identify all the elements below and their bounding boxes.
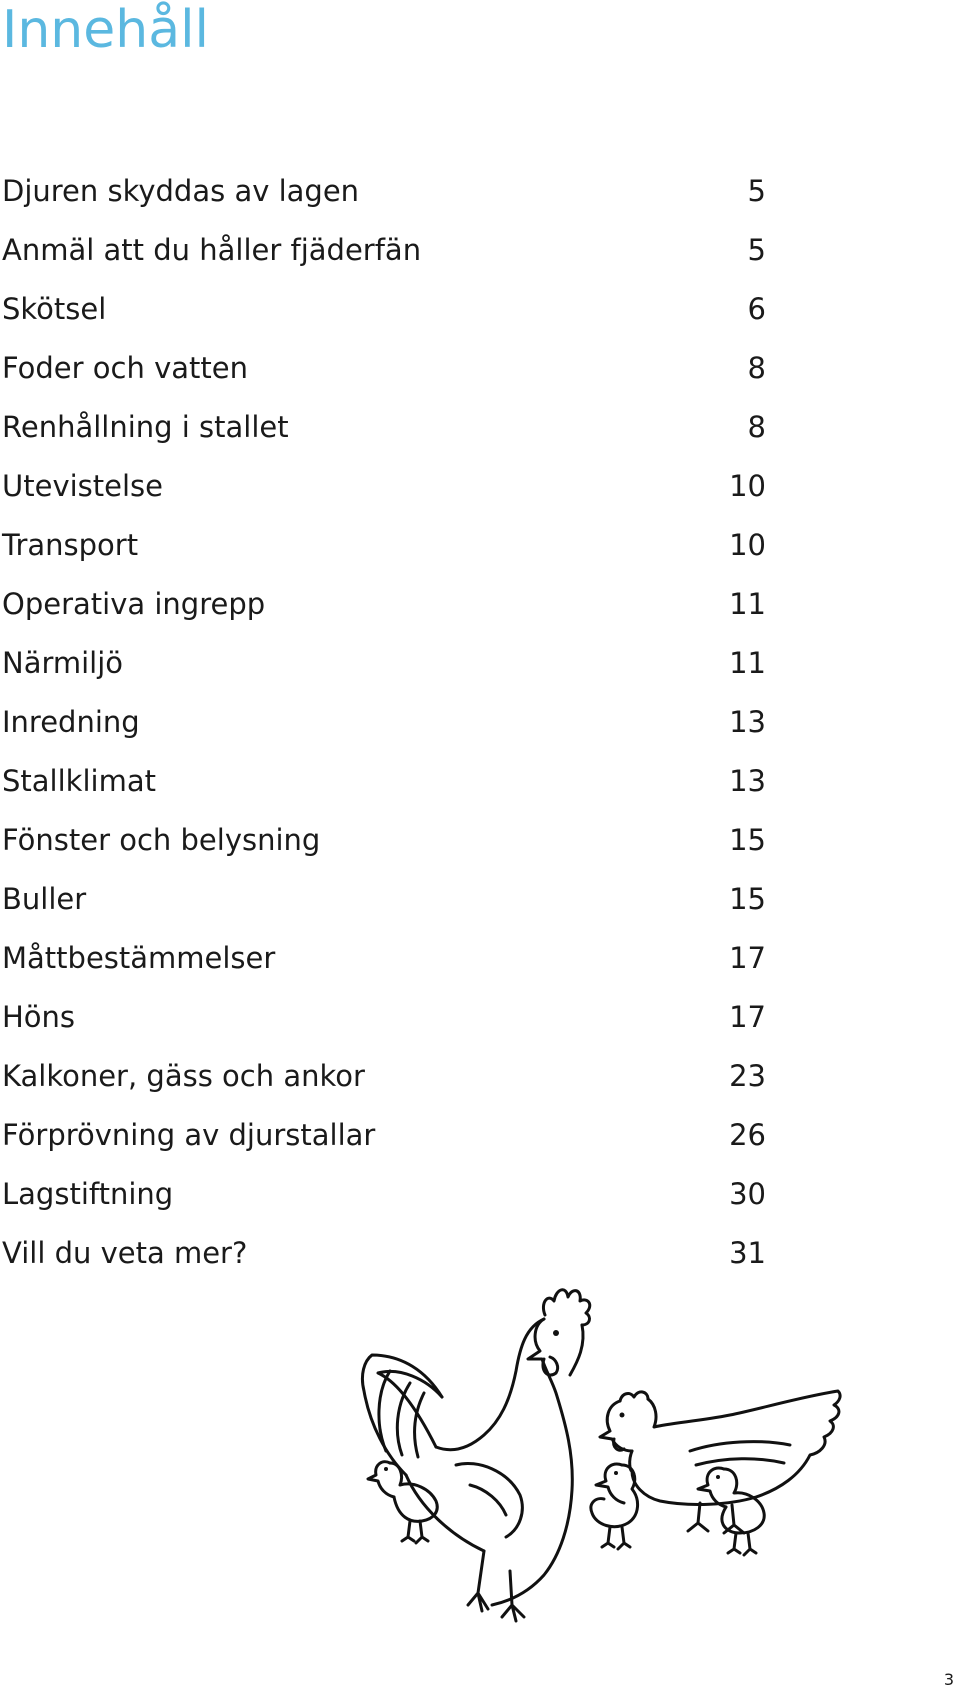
rooster-icon <box>362 1290 589 1621</box>
toc-entry[interactable] <box>2 752 766 811</box>
toc-entry-page: 13 <box>729 764 766 798</box>
toc-entry-page: 5 <box>747 174 766 208</box>
toc-entry-title: Djuren skyddas av lagen <box>2 174 360 208</box>
toc-entry-page: 15 <box>729 823 766 857</box>
toc-entry[interactable] <box>2 1047 766 1106</box>
toc-entry[interactable] <box>2 988 766 1047</box>
toc-entry-page: 17 <box>729 1000 766 1034</box>
toc-entry-page: 23 <box>729 1059 766 1093</box>
toc-entry[interactable] <box>2 634 766 693</box>
toc-entry[interactable] <box>2 929 766 988</box>
toc-entry-page: 31 <box>729 1236 766 1270</box>
toc-entry-title: Närmiljö <box>2 646 124 680</box>
toc-entry-title: Förprövning av djurstallar <box>2 1118 376 1152</box>
chick-icon <box>698 1468 764 1555</box>
toc-entry-page: 6 <box>747 292 766 326</box>
toc-entry[interactable] <box>2 1165 766 1224</box>
page-title: Innehåll <box>2 0 209 60</box>
toc-entry-title: Stallklimat <box>2 764 156 798</box>
toc-entry[interactable] <box>2 280 766 339</box>
toc-entry-title: Lagstiftning <box>2 1177 174 1211</box>
toc-entry-title: Utevistelse <box>2 469 163 503</box>
toc-entry-title: Renhållning i stallet <box>2 410 289 444</box>
chick-icon <box>368 1462 437 1543</box>
toc-entry[interactable] <box>2 162 766 221</box>
toc-entry-page: 17 <box>729 941 766 975</box>
toc-entry-title: Operativa ingrepp <box>2 587 266 621</box>
toc-entry-page: 15 <box>729 882 766 916</box>
toc-entry-title: Höns <box>2 1000 76 1034</box>
toc-entry-page: 13 <box>729 705 766 739</box>
toc-entry-page: 8 <box>747 351 766 385</box>
toc-entry-page: 26 <box>729 1118 766 1152</box>
toc-entry[interactable] <box>2 221 766 280</box>
toc-entry[interactable] <box>2 457 766 516</box>
table-of-contents <box>2 162 766 1283</box>
toc-entry-page: 10 <box>729 469 766 503</box>
toc-entry-page: 5 <box>747 233 766 267</box>
toc-entry-title: Kalkoner, gäss och ankor <box>2 1059 365 1093</box>
toc-entry-title: Fönster och belysning <box>2 823 321 857</box>
toc-entry[interactable] <box>2 516 766 575</box>
toc-entry-title: Skötsel <box>2 292 107 326</box>
toc-entry[interactable] <box>2 339 766 398</box>
toc-entry-page: 11 <box>729 646 766 680</box>
toc-entry[interactable] <box>2 575 766 634</box>
toc-entry-page: 11 <box>729 587 766 621</box>
page-number: 3 <box>943 1670 954 1689</box>
toc-entry[interactable] <box>2 398 766 457</box>
toc-entry-title: Transport <box>2 528 139 562</box>
poultry-illustration <box>360 1275 920 1675</box>
toc-entry-title: Vill du veta mer? <box>2 1236 248 1270</box>
toc-entry-title: Måttbestämmelser <box>2 941 276 975</box>
chick-icon <box>591 1464 638 1549</box>
toc-entry-title: Inredning <box>2 705 140 739</box>
toc-entry[interactable] <box>2 1106 766 1165</box>
toc-entry-title: Buller <box>2 882 87 916</box>
toc-entry-title: Anmäl att du håller fjäderfän <box>2 233 422 267</box>
toc-entry-page: 30 <box>729 1177 766 1211</box>
toc-entry[interactable] <box>2 811 766 870</box>
toc-entry[interactable] <box>2 693 766 752</box>
toc-entry-page: 10 <box>729 528 766 562</box>
toc-entry[interactable] <box>2 870 766 929</box>
toc-entry-title: Foder och vatten <box>2 351 248 385</box>
toc-entry-page: 8 <box>747 410 766 444</box>
